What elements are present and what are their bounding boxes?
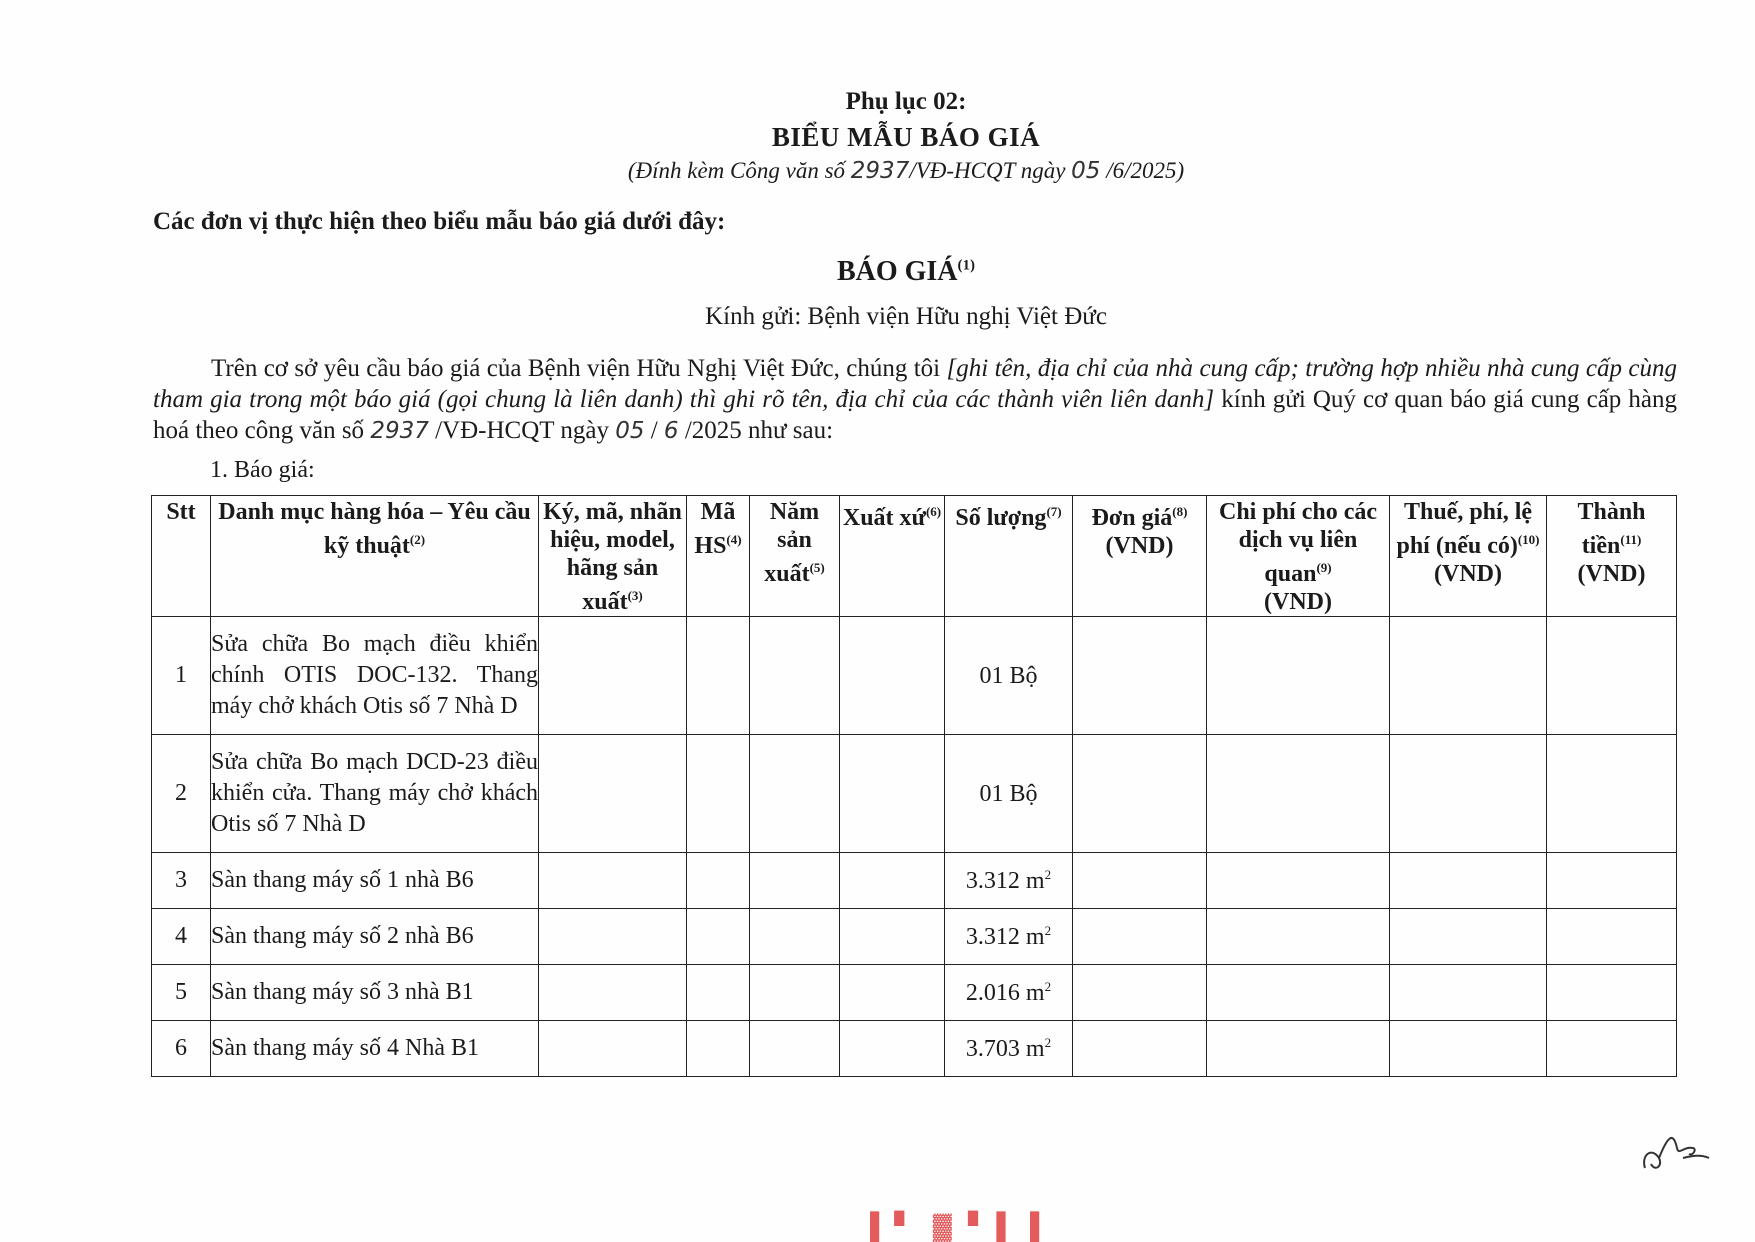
input-cell[interactable] [1073, 965, 1207, 1021]
input-cell[interactable] [840, 853, 945, 909]
input-cell[interactable] [539, 965, 687, 1021]
form-title: BIỂU MẪU BÁO GIÁ [771, 122, 1041, 152]
input-cell[interactable] [750, 735, 840, 853]
input-cell[interactable] [1073, 909, 1207, 965]
input-cell[interactable] [1390, 1021, 1547, 1077]
table-row: 1 Sửa chữa Bo mạch điều khiển chính OTIS DOC-132. Thang máy chở khách Otis số 7 Nhà D 01 Bộ [152, 617, 1677, 735]
input-cell[interactable] [750, 909, 840, 965]
input-cell[interactable] [687, 965, 750, 1021]
input-cell[interactable] [1207, 965, 1390, 1021]
input-cell[interactable] [1207, 617, 1390, 735]
input-cell[interactable] [1547, 617, 1677, 735]
handwritten-initials-icon [1633, 1118, 1713, 1178]
input-cell[interactable] [1207, 1021, 1390, 1077]
input-cell[interactable] [539, 735, 687, 853]
quote-table [151, 495, 1677, 1077]
input-cell[interactable] [687, 617, 750, 735]
input-cell[interactable] [1390, 853, 1547, 909]
input-cell[interactable] [840, 909, 945, 965]
handwritten-number: 2937 [370, 418, 429, 444]
header-total: Thành tiền$^{(11)}$ (VND) [1547, 496, 1677, 617]
table-row: 5 Sàn thang máy số 3 nhà B1 2.016 $m^2$ [152, 965, 1677, 1021]
input-cell[interactable] [840, 1021, 945, 1077]
header-qty: Số lượng$^{(7)}$ [945, 496, 1073, 617]
attachment-line: (Đính kèm Công văn số 2937/VĐ-HCQT ngày 05 /6/2025) [627, 158, 1185, 184]
handwritten-month: 6 [663, 418, 679, 444]
input-cell[interactable] [750, 617, 840, 735]
header-stt: Stt [152, 496, 211, 617]
input-cell[interactable] [750, 1021, 840, 1077]
input-cell[interactable] [1547, 853, 1677, 909]
input-cell[interactable] [539, 909, 687, 965]
input-cell[interactable] [1390, 735, 1547, 853]
header-name: Danh mục hàng hóa – Yêu cầu kỹ thuật$^{(2)}$ [211, 496, 539, 617]
handwritten-day: 05 [615, 418, 645, 444]
input-cell[interactable] [687, 1021, 750, 1077]
recipient-line: Kính gửi: Bệnh viện Hữu nghị Việt Đức [705, 303, 1107, 330]
input-cell[interactable] [1390, 909, 1547, 965]
header-hs: Mã HS$^{(4)}$ [687, 496, 750, 617]
header-service-cost: Chi phí cho các dịch vụ liên quan$^{(9)}$ (VND) [1207, 496, 1390, 617]
quote-title: BÁO GIÁ$^{(1)}$ [836, 256, 976, 287]
input-cell[interactable] [1390, 965, 1547, 1021]
input-cell[interactable] [1390, 617, 1547, 735]
input-cell[interactable] [840, 735, 945, 853]
intro-heading: Các đơn vị thực hiện theo biểu mẫu báo giá dưới đây: [153, 208, 726, 235]
input-cell[interactable] [539, 617, 687, 735]
header-brand: Ký, mã, nhãn hiệu, model, hãng sản xuất$^{(3)}$ [539, 496, 687, 617]
red-stamp-icon: ▌▘ ▓▝ ▌▐ [870, 1212, 1046, 1241]
input-cell[interactable] [1207, 735, 1390, 853]
section-heading: 1. Báo giá: [210, 457, 315, 483]
header-unit-price: Đơn giá$^{(8)}$ (VND) [1073, 496, 1207, 617]
input-cell[interactable] [840, 617, 945, 735]
table-row: 2 Sửa chữa Bo mạch DCD-23 điều khiển cửa. Thang máy chở khách Otis số 7 Nhà D 01 Bộ [152, 735, 1677, 853]
intro-paragraph: Trên cơ sở yêu cầu báo giá của Bệnh viện Hữu Nghị Việt Đức, chúng tôi [ghi tên, địa chỉ của nhà cung cấp; trường hợp nhiều nhà cung cấp cùng tham gia trong một báo giá (gọi chung là liên danh) thì ghi rõ tên, địa chỉ của các thành viên liên danh] kính gửi Quý cơ quan báo giá cung cấp hàng hoá theo công văn số 2937 /VĐ-HCQT ngày 05 / 6 /2025 như sau: [153, 355, 1677, 444]
header-origin: Xuất xứ$^{(6)}$ [840, 496, 945, 617]
table-row: 4 Sàn thang máy số 2 nhà B6 3.312 $m^2$ [152, 909, 1677, 965]
input-cell[interactable] [1073, 1021, 1207, 1077]
input-cell[interactable] [539, 1021, 687, 1077]
input-cell[interactable] [687, 853, 750, 909]
input-cell[interactable] [1207, 909, 1390, 965]
input-cell[interactable] [1073, 853, 1207, 909]
input-cell[interactable] [1073, 735, 1207, 853]
table-row: 3 Sàn thang máy số 1 nhà B6 3.312 $m^2$ [152, 853, 1677, 909]
input-cell[interactable] [1547, 735, 1677, 853]
input-cell[interactable] [539, 853, 687, 909]
header-year: Năm sản xuất$^{(5)}$ [750, 496, 840, 617]
input-cell[interactable] [1547, 909, 1677, 965]
input-cell[interactable] [1073, 617, 1207, 735]
table-row: 6 Sàn thang máy số 4 Nhà B1 3.703 $m^2$ [152, 1021, 1677, 1077]
appendix-label: Phụ lục 02: [845, 88, 967, 115]
table-header-row [152, 496, 1677, 617]
handwritten-number: 2937 [850, 158, 910, 184]
input-cell[interactable] [1547, 1021, 1677, 1077]
handwritten-day: 05 [1071, 158, 1101, 184]
input-cell[interactable] [687, 735, 750, 853]
input-cell[interactable] [750, 853, 840, 909]
input-cell[interactable] [687, 909, 750, 965]
input-cell[interactable] [1207, 853, 1390, 909]
input-cell[interactable] [840, 965, 945, 1021]
input-cell[interactable] [1547, 965, 1677, 1021]
input-cell[interactable] [750, 965, 840, 1021]
header-tax: Thuế, phí, lệ phí (nếu có)$^{(10)}$ (VND) [1390, 496, 1547, 617]
